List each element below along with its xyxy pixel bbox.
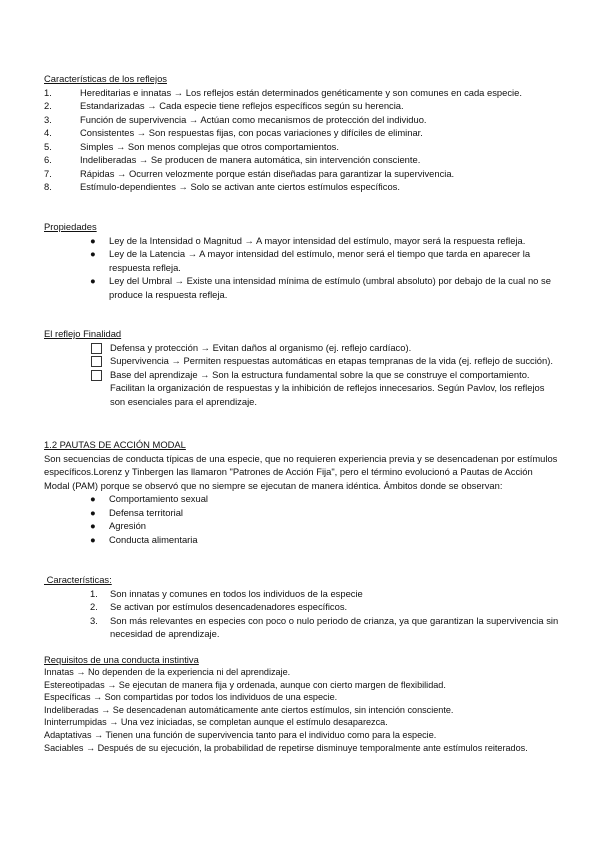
checkbox-icon[interactable] bbox=[91, 343, 102, 354]
checklist-item bbox=[90, 368, 559, 409]
list-item bbox=[90, 234, 559, 248]
item-text: Defensa territorial bbox=[109, 506, 183, 518]
item-text: Agresión bbox=[109, 520, 147, 531]
item-number: 1. bbox=[90, 587, 98, 599]
requisito-line: Indeliberadas → Se desencadenan automáticamente ante ciertos estímulos, sin intención consciente. bbox=[44, 704, 454, 715]
line-list bbox=[44, 666, 559, 754]
item-text: Conducta alimentaria bbox=[109, 533, 198, 545]
item-text: Base del aprendizaje → Son la estructura fundamental sobre la que se construye el comportamiento. Facilitan la organización de respuestas y la inhibición de reflejos innecesarios. Según Pavlov, los reflejos son esenciales para el aprendizaje. bbox=[110, 368, 545, 407]
item-text: Son innatas y comunes en todos los individuos de la especie bbox=[110, 587, 363, 599]
section-title: Características de los reflejos bbox=[44, 73, 167, 84]
section-finalidad bbox=[44, 327, 559, 408]
item-text: Función de supervivencia → Actúan como mecanismos de protección del individuo. bbox=[80, 113, 427, 125]
requisito-line: Innatas → No dependen de la experiencia ni del aprendizaje. bbox=[44, 667, 291, 677]
item-number: 7. bbox=[44, 167, 52, 179]
section-title: Requisitos de una conducta instintiva bbox=[44, 654, 199, 665]
item-number: 4. bbox=[44, 127, 52, 138]
section-title: El reflejo Finalidad bbox=[44, 328, 122, 339]
list-item bbox=[44, 180, 559, 194]
bullet-list bbox=[44, 234, 559, 302]
bullet-list bbox=[44, 492, 559, 546]
list-item bbox=[90, 614, 559, 641]
list-item bbox=[90, 600, 559, 614]
bullet-icon: ● bbox=[90, 506, 96, 518]
section-title: Características: bbox=[44, 574, 112, 585]
list-item bbox=[90, 587, 559, 601]
item-text: Se activan por estímulos desencadenadores específicos. bbox=[110, 601, 348, 612]
checklist-item bbox=[90, 354, 559, 368]
list-item bbox=[44, 86, 559, 100]
item-number: 1. bbox=[44, 86, 52, 98]
requisito-line: Saciables → Después de su ejecución, la probabilidad de repetirse disminuye temporalmente ante estímulos reiterados. bbox=[44, 742, 528, 753]
item-text: Simples → Son menos complejas que otros comportamientos. bbox=[80, 140, 339, 152]
item-text: Consistentes → Son respuestas fijas, con pocas variaciones y difíciles de eliminar. bbox=[80, 127, 423, 138]
numbered-list bbox=[44, 587, 559, 641]
bullet-icon: ● bbox=[90, 533, 96, 545]
item-number: 3. bbox=[90, 614, 98, 626]
list-item bbox=[44, 153, 559, 167]
list-item bbox=[90, 274, 559, 301]
bullet-icon: ● bbox=[90, 493, 96, 504]
bullet-icon: ● bbox=[90, 520, 96, 531]
item-number: 3. bbox=[44, 113, 52, 125]
item-text: Son más relevantes en especies con poco o nulo periodo de crianza, ya que garantizan la supervivencia sin necesidad de aprendizaje. bbox=[110, 614, 559, 639]
list-item bbox=[90, 247, 559, 274]
item-text: Hereditarias e innatas → Los reflejos están determinados genéticamente y son comunes en cada especie. bbox=[80, 86, 522, 98]
checklist-item bbox=[90, 341, 559, 355]
list-item bbox=[44, 126, 559, 140]
list-item bbox=[90, 506, 559, 520]
list-item bbox=[44, 140, 559, 154]
requisito-line: Estereotipadas → Se ejecutan de manera fija y ordenada, aunque con cierto margen de flexibilidad. bbox=[44, 679, 446, 690]
list-item bbox=[44, 99, 559, 113]
bullet-icon: ● bbox=[90, 248, 96, 259]
bullet-icon: ● bbox=[90, 234, 96, 246]
section-title: 1.2 PAUTAS DE ACCIÓN MODAL bbox=[44, 439, 186, 450]
requisito-line: Ininterrumpidas → Una vez iniciadas, se completan aunque el estímulo desaparezca. bbox=[44, 717, 388, 728]
item-text: Defensa y protección → Evitan daños al organismo (ej. reflejo cardíaco). bbox=[110, 341, 412, 353]
item-number: 8. bbox=[44, 181, 52, 192]
section-caracteristicas-reflejos bbox=[44, 72, 559, 194]
list-item bbox=[90, 533, 559, 547]
list-item bbox=[90, 492, 559, 506]
section-requisitos bbox=[44, 653, 559, 754]
bullet-icon: ● bbox=[90, 275, 96, 286]
item-text: Ley de la Intensidad o Magnitud → A mayor intensidad del estímulo, mayor será la respuesta refleja. bbox=[109, 234, 526, 246]
list-item bbox=[90, 519, 559, 533]
checkbox-icon[interactable] bbox=[91, 370, 102, 381]
item-number: 2. bbox=[90, 601, 98, 612]
section-propiedades bbox=[44, 220, 559, 301]
section-pautas bbox=[44, 438, 559, 546]
numbered-list bbox=[44, 86, 559, 194]
checklist bbox=[44, 341, 559, 409]
requisito-line: Específicas → Son compartidas por todos los individuos de una especie. bbox=[44, 692, 338, 703]
section-title: Propiedades bbox=[44, 221, 97, 232]
item-text: Supervivencia → Permiten respuestas automáticas en etapas tempranas de la vida (ej. reflejo de succión). bbox=[110, 355, 553, 366]
item-text: Indeliberadas → Se producen de manera automática, sin intervención consciente. bbox=[80, 154, 421, 165]
item-text: Ley del Umbral → Existe una intensidad mínima de estímulo (umbral absoluto) por debajo de la cual no se produce la respuesta refleja. bbox=[109, 275, 551, 300]
item-text: Ley de la Latencia → A mayor intensidad del estímulo, menor será el tiempo que tarda en aparecer la respuesta refleja. bbox=[109, 248, 531, 273]
list-item bbox=[44, 167, 559, 181]
item-number: 5. bbox=[44, 140, 52, 152]
requisito-line: Adaptativas → Tienen una función de supervivencia tanto para el individuo como para la especie. bbox=[44, 729, 437, 740]
section-caracteristicas-pam bbox=[44, 573, 559, 641]
item-text: Rápidas → Ocurren velozmente porque están diseñadas para garantizar la supervivencia. bbox=[80, 167, 455, 179]
list-item bbox=[44, 113, 559, 127]
item-text: Estandarizadas → Cada especie tiene reflejos específicos según su herencia. bbox=[80, 100, 404, 111]
item-number: 6. bbox=[44, 154, 52, 165]
paragraph: Son secuencias de conducta típicas de una especie, que no requieren experiencia previa y se desencadenan por estímulos específicos.Lorenz y Tinbergen las llamaron "Patrones de Acción Fija", pero el término evolucionó a Pautas de Acción Modal (PAM) porque se observó que no siempre se ejecutan de manera idéntica. Ámbitos donde se observan: bbox=[44, 452, 558, 491]
checkbox-icon[interactable] bbox=[91, 356, 102, 367]
item-number: 2. bbox=[44, 100, 52, 111]
item-text: Estímulo-dependientes → Solo se activan ante ciertos estímulos específicos. bbox=[80, 181, 400, 192]
item-text: Comportamiento sexual bbox=[109, 493, 209, 504]
